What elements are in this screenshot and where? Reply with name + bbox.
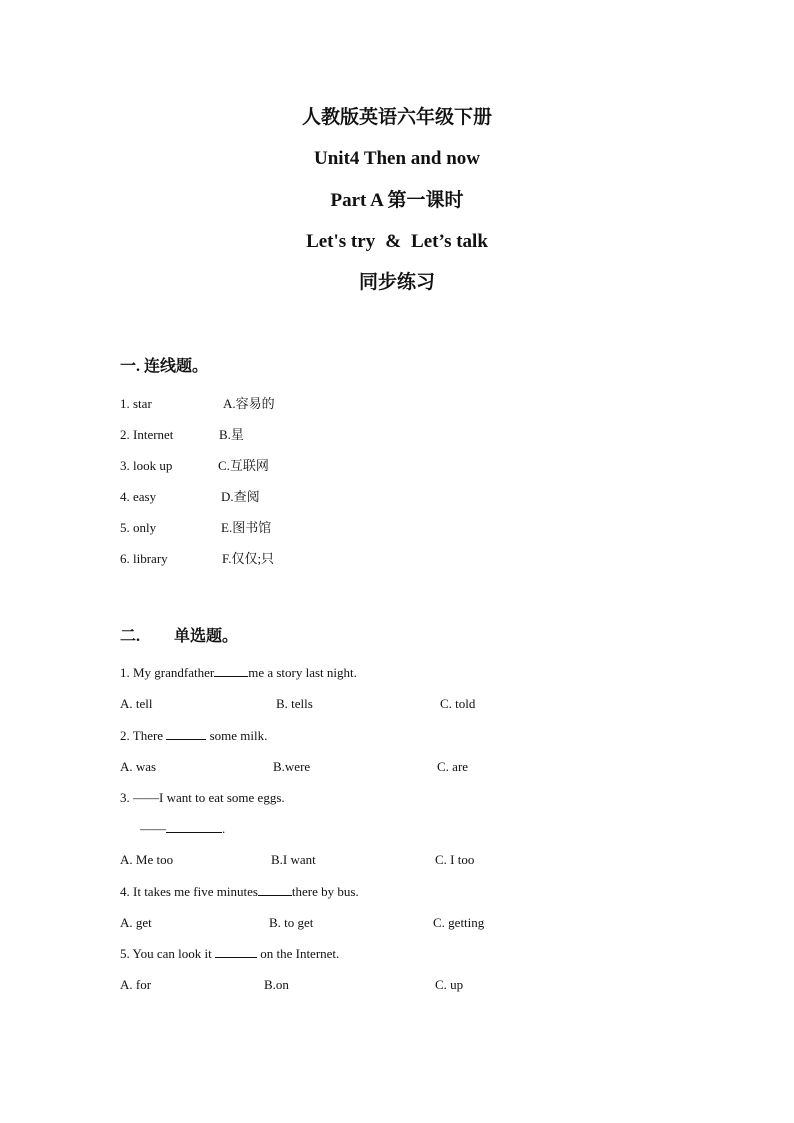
matching-word: 4. easy xyxy=(120,489,157,504)
option-b[interactable]: B. tells xyxy=(276,696,313,711)
matching-item xyxy=(120,518,520,538)
answer-blank[interactable] xyxy=(166,819,222,833)
section-matching-title: 一. 连线题。 xyxy=(120,358,209,375)
question-4 xyxy=(120,882,359,902)
matching-word: 5. only xyxy=(120,520,157,535)
unit-title: Unit4 Then and now xyxy=(314,148,480,169)
option-b[interactable]: B.on xyxy=(264,977,289,992)
lesson-title-b: Let’s talk xyxy=(411,231,488,252)
option-a[interactable]: A. was xyxy=(120,759,157,774)
option-a[interactable]: A. for xyxy=(120,977,152,992)
matching-word: 1. star xyxy=(120,396,152,411)
matching-item xyxy=(120,549,520,569)
lesson-title xyxy=(0,230,794,254)
question-3-answer-line xyxy=(140,819,225,839)
option-a[interactable]: A. tell xyxy=(120,696,153,711)
matching-item xyxy=(120,425,520,445)
question-text: some milk. xyxy=(206,728,268,743)
matching-meaning: C.互联网 xyxy=(218,458,269,473)
matching-meaning: D.查阅 xyxy=(221,489,260,504)
question-1 xyxy=(120,663,357,683)
section-choice-title xyxy=(120,626,238,648)
lesson-title-ampersand: & xyxy=(385,231,402,252)
question-3 xyxy=(120,788,285,808)
question-text: 3. ——I want to eat some eggs. xyxy=(120,790,285,805)
answer-blank[interactable] xyxy=(166,726,206,740)
question-3-options xyxy=(120,850,620,870)
matching-meaning: F.仅仅;只 xyxy=(222,551,275,566)
section-choice-number: 二. xyxy=(120,628,141,645)
worksheet-subtitle: 同步练习 xyxy=(358,272,435,293)
part-title: Part A 第一课时 xyxy=(330,190,464,211)
option-c[interactable]: C. are xyxy=(437,759,469,774)
option-c[interactable]: C. told xyxy=(440,696,476,711)
question-text: me a story last night. xyxy=(248,665,357,680)
option-b[interactable]: B. to get xyxy=(269,915,314,930)
option-b[interactable]: B.were xyxy=(273,759,311,774)
option-c[interactable]: C. I too xyxy=(435,852,475,867)
dash: —— xyxy=(140,821,166,836)
option-a[interactable]: A. Me too xyxy=(120,852,174,867)
question-2 xyxy=(120,726,267,746)
matching-item xyxy=(120,456,520,476)
question-2-options xyxy=(120,757,620,777)
question-5-options xyxy=(120,975,620,995)
matching-meaning: A.容易的 xyxy=(223,396,275,411)
question-text: on the Internet. xyxy=(256,946,340,961)
matching-word: 2. Internet xyxy=(120,427,174,442)
question-4-options xyxy=(120,913,620,933)
option-b[interactable]: B.I want xyxy=(271,852,316,867)
matching-word: 3. look up xyxy=(120,458,173,473)
question-1-options xyxy=(120,694,620,714)
answer-blank[interactable] xyxy=(258,882,292,896)
matching-meaning: E.图书馆 xyxy=(221,520,272,535)
question-text: 4. It takes me five minutes xyxy=(120,884,258,899)
book-title: 人教版英语六年级下册 xyxy=(301,107,492,128)
lesson-title-a: Let's try xyxy=(306,231,376,252)
question-text: 2. There xyxy=(120,728,167,743)
question-5 xyxy=(120,944,339,964)
question-text: there by bus. xyxy=(291,884,359,899)
question-text: 5. You can look it xyxy=(120,946,215,961)
matching-meaning: B.星 xyxy=(219,427,244,442)
matching-word: 6. library xyxy=(120,551,168,566)
matching-item xyxy=(120,487,520,507)
answer-blank[interactable] xyxy=(214,663,248,677)
option-c[interactable]: C. up xyxy=(435,977,464,992)
answer-blank[interactable] xyxy=(215,944,257,958)
section-choice-label: 单选题。 xyxy=(174,628,239,645)
period: . xyxy=(222,821,226,836)
matching-item xyxy=(120,394,520,414)
option-a[interactable]: A. get xyxy=(120,915,152,930)
question-text: 1. My grandfather xyxy=(120,665,215,680)
option-c[interactable]: C. getting xyxy=(433,915,485,930)
